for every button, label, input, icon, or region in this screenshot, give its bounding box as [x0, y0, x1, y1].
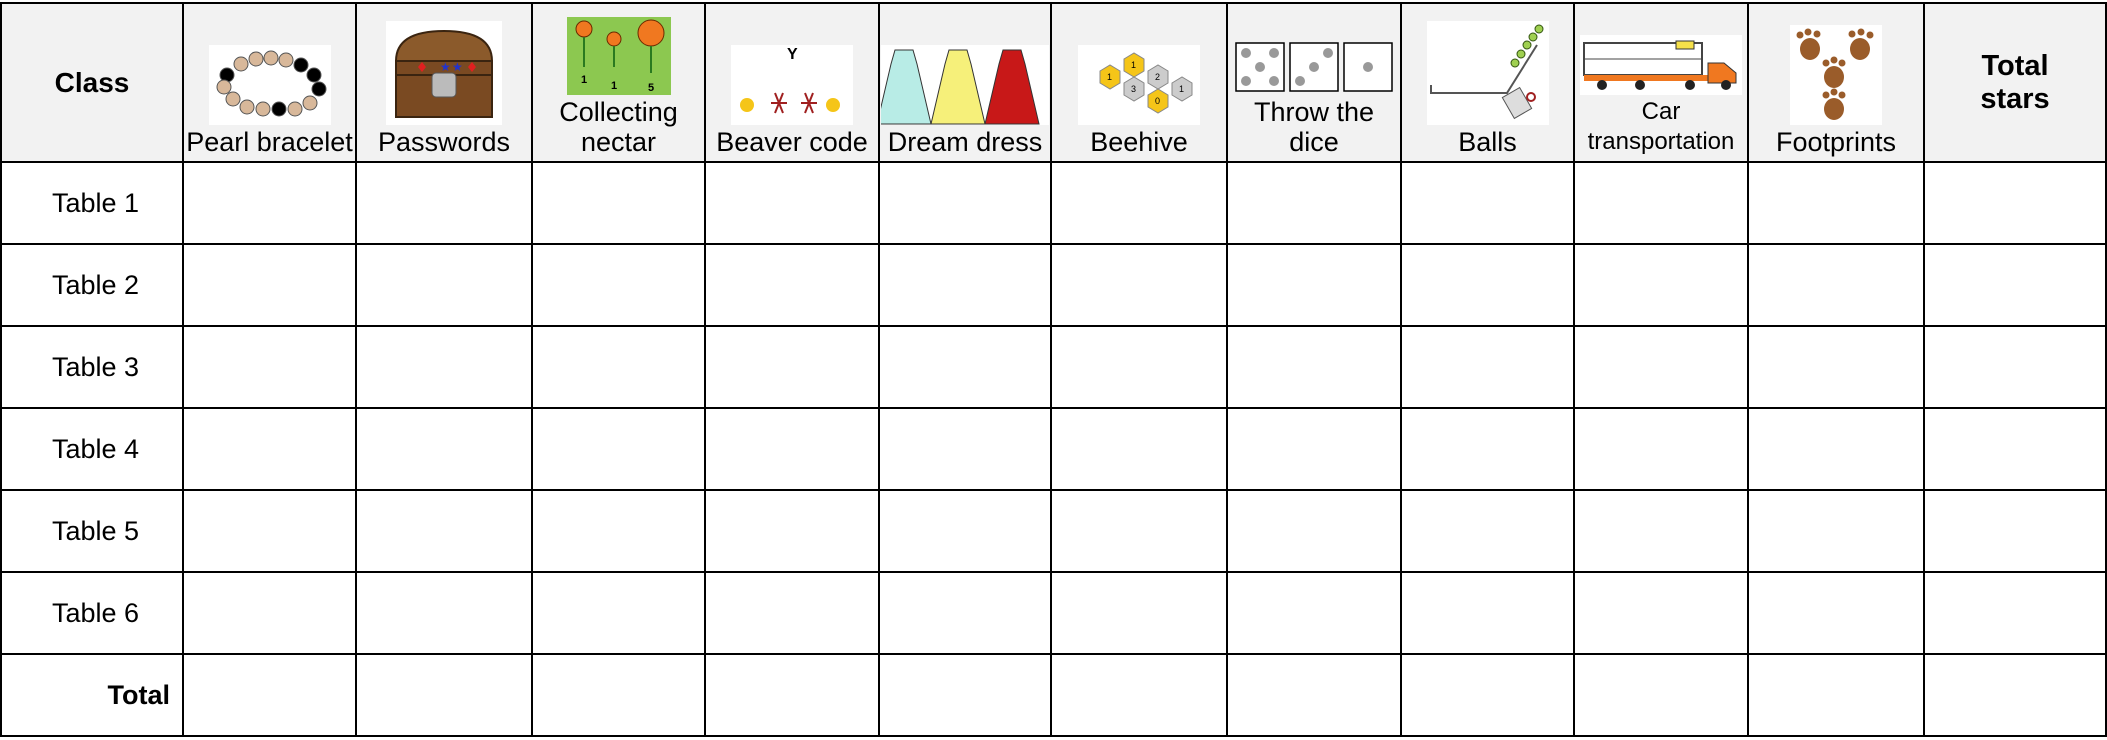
total-cell[interactable] [1574, 654, 1748, 736]
task-header-beehive [1051, 3, 1227, 162]
score-cell[interactable] [1227, 326, 1401, 408]
score-cell[interactable] [183, 572, 356, 654]
task-name: Beehive [1090, 127, 1188, 157]
score-cell[interactable] [1401, 162, 1574, 244]
grand-total-cell[interactable] [1924, 654, 2106, 736]
score-cell[interactable] [1051, 244, 1227, 326]
score-cell[interactable] [183, 244, 356, 326]
total-stars-cell[interactable] [1924, 408, 2106, 490]
score-cell[interactable] [356, 490, 532, 572]
task-header-collecting-nectar [532, 3, 705, 162]
score-cell[interactable] [183, 326, 356, 408]
treasure-chest-icon [386, 21, 502, 125]
score-cell[interactable] [356, 326, 532, 408]
beehive-number: 3 [1131, 84, 1137, 94]
score-cell[interactable] [532, 572, 705, 654]
svg-text:★: ★ [452, 60, 463, 74]
nectar-number: 5 [647, 82, 654, 94]
svg-text:★: ★ [440, 60, 451, 74]
task-header-pearl-bracelet [183, 3, 356, 162]
task-header-passwords [356, 3, 532, 162]
total-cell[interactable] [1051, 654, 1227, 736]
score-cell[interactable] [532, 162, 705, 244]
score-cell[interactable] [1748, 490, 1924, 572]
total-stars-cell[interactable] [1924, 244, 2106, 326]
beaver-code-icon [731, 45, 853, 125]
dresses-icon [881, 45, 1049, 125]
ball-ramp-icon [1427, 21, 1549, 125]
task-name: Passwords [377, 127, 511, 157]
total-row [1, 654, 2106, 736]
score-cell[interactable] [879, 326, 1051, 408]
task-name: Footprints [1775, 127, 1897, 157]
score-cell[interactable] [1574, 162, 1748, 244]
score-cell[interactable] [879, 408, 1051, 490]
honeycomb-icon [1078, 45, 1200, 125]
total-stars-label-line1: Total [1981, 49, 2049, 82]
score-cell[interactable] [1227, 408, 1401, 490]
score-cell[interactable] [1227, 490, 1401, 572]
score-cell[interactable] [705, 162, 879, 244]
score-cell[interactable] [532, 244, 705, 326]
nectar-number: 1 [580, 74, 587, 86]
total-row-label: Total [1, 654, 183, 736]
score-cell[interactable] [1401, 490, 1574, 572]
score-cell[interactable] [1574, 326, 1748, 408]
score-cell[interactable] [705, 326, 879, 408]
score-cell[interactable] [1401, 326, 1574, 408]
score-cell[interactable] [1051, 572, 1227, 654]
total-cell[interactable] [1401, 654, 1574, 736]
total-stars-cell[interactable] [1924, 572, 2106, 654]
row-label: Table 6 [1, 572, 183, 654]
score-cell[interactable] [532, 326, 705, 408]
score-cell[interactable] [1748, 244, 1924, 326]
task-header-car-transportation [1574, 3, 1748, 162]
total-cell[interactable] [356, 654, 532, 736]
total-stars-cell[interactable] [1924, 162, 2106, 244]
flowers-icon [567, 17, 671, 95]
total-stars-label-line2: stars [1980, 82, 2050, 115]
score-cell[interactable] [532, 408, 705, 490]
beaver-code-letter: Y [787, 46, 798, 63]
score-cell[interactable] [1748, 162, 1924, 244]
total-stars-cell[interactable] [1924, 490, 2106, 572]
beehive-number: 1 [1107, 72, 1113, 82]
row-label: Table 2 [1, 244, 183, 326]
score-cell[interactable] [183, 408, 356, 490]
beehive-number: 0 [1155, 96, 1161, 106]
task-name: Balls [1458, 127, 1517, 157]
score-cell[interactable] [1748, 572, 1924, 654]
score-cell[interactable] [1227, 162, 1401, 244]
task-name: Car transportation [1587, 98, 1735, 155]
table-row [1, 162, 2106, 244]
row-label: Table 5 [1, 490, 183, 572]
score-cell[interactable] [183, 162, 356, 244]
class-header: Class [1, 3, 183, 162]
beehive-number: 2 [1155, 72, 1161, 82]
score-cell[interactable] [705, 572, 879, 654]
row-label: Table 1 [1, 162, 183, 244]
score-cell[interactable] [1574, 244, 1748, 326]
score-cell[interactable] [356, 572, 532, 654]
score-cell[interactable] [879, 572, 1051, 654]
total-cell[interactable] [183, 654, 356, 736]
task-name: Collecting nectar [559, 97, 678, 157]
score-cell[interactable] [879, 162, 1051, 244]
task-name: Beaver code [716, 127, 868, 157]
beehive-number: 1 [1131, 60, 1137, 70]
score-cell[interactable] [532, 490, 705, 572]
score-cell[interactable] [1401, 572, 1574, 654]
task-header-footprints [1748, 3, 1924, 162]
score-cell[interactable] [879, 490, 1051, 572]
score-cell[interactable] [1051, 326, 1227, 408]
score-cell[interactable] [1574, 408, 1748, 490]
score-cell[interactable] [1401, 408, 1574, 490]
score-cell[interactable] [1574, 572, 1748, 654]
score-cell[interactable] [1574, 490, 1748, 572]
table-row [1, 244, 2106, 326]
header-row [1, 3, 2106, 162]
total-cell[interactable] [1227, 654, 1401, 736]
task-header-dream-dress [879, 3, 1051, 162]
score-cell[interactable] [356, 162, 532, 244]
score-cell[interactable] [183, 490, 356, 572]
table-row [1, 326, 2106, 408]
task-header-beaver-code [705, 3, 879, 162]
score-cell[interactable] [1051, 490, 1227, 572]
dice-icon [1234, 39, 1394, 95]
total-cell[interactable] [532, 654, 705, 736]
total-stars-header [1924, 3, 2106, 162]
pearl-bracelet-icon [209, 45, 331, 125]
car-transporter-icon [1580, 35, 1742, 95]
score-cell[interactable] [1227, 572, 1401, 654]
score-cell[interactable] [356, 408, 532, 490]
total-cell[interactable] [879, 654, 1051, 736]
score-cell[interactable] [1401, 244, 1574, 326]
score-cell[interactable] [356, 244, 532, 326]
task-name: Dream dress [887, 127, 1043, 157]
table-row [1, 490, 2106, 572]
score-cell[interactable] [1748, 326, 1924, 408]
task-name: Pearl bracelet [186, 127, 353, 157]
score-cell[interactable] [1051, 162, 1227, 244]
score-cell[interactable] [705, 490, 879, 572]
beehive-number: 1 [1179, 84, 1185, 94]
table-row [1, 572, 2106, 654]
total-stars-cell[interactable] [1924, 326, 2106, 408]
nectar-number: 1 [610, 80, 617, 92]
score-cell[interactable] [879, 244, 1051, 326]
footprints-icon [1790, 25, 1882, 125]
task-name: Throw the dice [1253, 97, 1375, 157]
score-table [0, 2, 2107, 737]
row-label: Table 4 [1, 408, 183, 490]
total-cell[interactable] [1748, 654, 1924, 736]
score-cell[interactable] [1051, 408, 1227, 490]
score-cell[interactable] [705, 408, 879, 490]
task-header-throw-the-dice [1227, 3, 1401, 162]
row-label: Table 3 [1, 326, 183, 408]
score-cell[interactable] [1748, 408, 1924, 490]
score-cell[interactable] [705, 244, 879, 326]
score-cell[interactable] [1227, 244, 1401, 326]
task-header-balls [1401, 3, 1574, 162]
table-row [1, 408, 2106, 490]
total-cell[interactable] [705, 654, 879, 736]
